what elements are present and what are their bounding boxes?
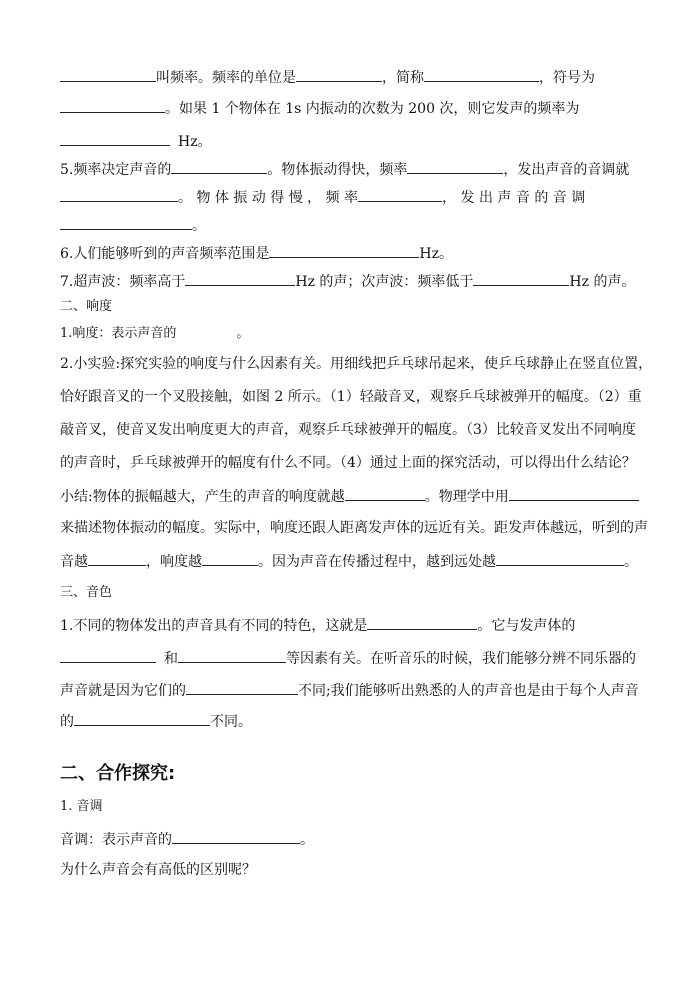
paragraph-line [60, 420, 636, 440]
text: 音调：表示声音的 [60, 832, 172, 848]
line-summary [60, 485, 639, 507]
line-timbre-end [60, 710, 252, 732]
text: ，简称 [382, 70, 424, 86]
subsection-pitch [60, 797, 103, 817]
text: 不同。 [210, 714, 252, 730]
text: 小结:物体的振幅越大，产生的声音的响度就越 [60, 489, 345, 505]
blank[interactable] [424, 66, 539, 82]
line-ultrasound [60, 270, 635, 292]
text: 为什么声音会有高低的区别呢？ [60, 862, 256, 878]
text: 。 [192, 218, 206, 234]
line-frequency-example [60, 97, 579, 119]
text: 。 [624, 554, 638, 570]
blank[interactable] [269, 242, 419, 258]
blank[interactable] [367, 614, 477, 630]
text: 等因素有关。在听音乐的时候，我们能够分辨不同乐器的 [286, 651, 636, 667]
blank[interactable] [296, 66, 382, 82]
paragraph-line [60, 453, 636, 473]
line-timbre-def [60, 614, 575, 636]
blank[interactable] [171, 158, 267, 174]
text: 和 [164, 651, 178, 667]
text: 。 [236, 326, 250, 341]
text: ，响度越 [146, 554, 202, 570]
text: ，发出声音的音调就 [503, 162, 630, 178]
line-loudness-def [60, 324, 249, 344]
text: 三、音色 [60, 585, 113, 600]
text: 音越 [60, 554, 88, 570]
line-hz [60, 130, 212, 152]
paragraph-line [60, 354, 652, 374]
text: 5.频率决定声音的 [60, 162, 172, 178]
text: 的声音时，乒乓球被弹开的幅度有什么不同。（4）通过上面的探究活动，可以得出什么结论？ [60, 455, 636, 471]
text: 。如果 1 个物体在 1s 内振动的次数为 200 次，则它发声的频率为 [165, 101, 580, 117]
blank[interactable] [358, 186, 442, 202]
blank[interactable] [185, 270, 295, 286]
text: 1. 音调 [60, 799, 103, 814]
paragraph-line [60, 387, 642, 407]
text: 来描述物体振动的幅度。实际中，响度还跟人距离发声体的远近有关。距发声体越远，听到的声 [60, 520, 648, 536]
line-pitch [60, 158, 629, 180]
text: 的 [60, 714, 74, 730]
section-title-cooperative-inquiry [60, 764, 175, 784]
text: 。 [300, 832, 314, 848]
text: 叫频率。频率的单位是 [156, 70, 296, 86]
line-distance [60, 550, 638, 572]
blank[interactable] [407, 158, 503, 174]
blank[interactable] [60, 130, 170, 146]
section-heading-timbre [60, 583, 112, 603]
blank[interactable] [473, 270, 569, 286]
section-heading-loudness [60, 297, 112, 317]
question-line [60, 860, 256, 880]
text: 敲音叉，使音叉发出响度更大的声音，观察乒乓球被弹开的幅度。（3）比较音叉发出不同响度 [60, 422, 636, 438]
text: 。因为声音在传播过程中，越到远处越 [258, 554, 496, 570]
blank[interactable] [88, 550, 146, 566]
blank[interactable] [172, 828, 300, 844]
line-pitch-end [60, 214, 206, 236]
text: 1.不同的物体发出的声音具有不同的特色，这就是 [60, 618, 368, 634]
line-slow-vibration [60, 186, 585, 208]
text: Hz。 [419, 246, 453, 262]
text: 二、合作探究: [60, 763, 176, 784]
text: 。物体振动得快，频率 [267, 162, 408, 178]
line-pitch-def [60, 828, 314, 850]
text: 6.人们能够听到的声音频率范围是 [60, 246, 270, 262]
blank[interactable] [178, 647, 286, 663]
blank[interactable] [60, 186, 178, 202]
text: ， 发 出 声 音 的 音 调 [442, 190, 586, 206]
blank[interactable] [60, 647, 156, 663]
blank[interactable] [60, 66, 156, 82]
text: 。物理学中用 [424, 489, 509, 505]
blank[interactable] [496, 550, 624, 566]
line-hearing-range [60, 242, 453, 264]
blank[interactable] [60, 214, 192, 230]
blank[interactable] [345, 485, 425, 501]
text: 不同;我们能够听出熟悉的人的声音也是由于每个人声音 [298, 683, 639, 699]
text: 恰好跟音叉的一个叉股接触，如图 2 所示。（1）轻敲音叉，观察乒乓球被弹开的幅度。（2）重 [60, 389, 642, 405]
blank[interactable] [186, 679, 298, 695]
text: 7.超声波：频率高于 [60, 274, 186, 290]
line-timbre-factors [60, 647, 636, 669]
text: Hz 的声。 [569, 274, 636, 290]
text: ，符号为 [539, 70, 595, 86]
text: 。它与发声体的 [477, 618, 576, 634]
text: 1.响度：表示声音的 [60, 326, 177, 341]
paragraph-line [60, 518, 648, 538]
text: 。 物 体 振 动 得 慢 ， 频 率 [178, 190, 359, 206]
text: 声音就是因为它们的 [60, 683, 186, 699]
blank[interactable] [60, 97, 165, 113]
text: Hz 的声；次声波：频率低于 [295, 274, 474, 290]
blank[interactable] [509, 485, 639, 501]
line-timbre-instruments [60, 679, 639, 701]
line-frequency-definition [60, 66, 595, 88]
blank[interactable] [202, 550, 258, 566]
text: 二、响度 [60, 299, 113, 314]
text: 2.小实验:探究实验的响度与什么因素有关。用细线把乒乓球吊起来，使乒乓球静止在竖直位置， [60, 356, 653, 372]
text: Hz。 [178, 134, 212, 150]
blank[interactable] [74, 710, 210, 726]
